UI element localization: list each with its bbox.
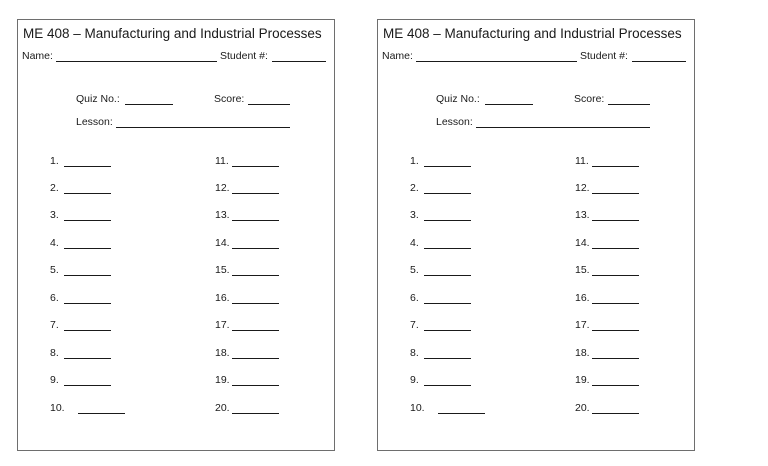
- answer-item-19: [215, 374, 285, 388]
- answer-number: 14.: [215, 237, 230, 249]
- answer-blank[interactable]: [232, 193, 279, 194]
- answer-item-13: [215, 209, 285, 223]
- answer-item-9: [50, 374, 120, 388]
- answer-number: 12.: [215, 182, 230, 194]
- answer-blank[interactable]: [424, 275, 471, 276]
- answer-blank[interactable]: [424, 330, 471, 331]
- answer-item-7: [410, 319, 480, 333]
- answer-blank[interactable]: [424, 193, 471, 194]
- name-row: [22, 50, 328, 64]
- lesson-blank[interactable]: [116, 127, 290, 128]
- score-blank[interactable]: [608, 104, 650, 105]
- answer-number: 20.: [215, 402, 230, 414]
- answer-blank[interactable]: [232, 385, 279, 386]
- quiz-sheet-right: [377, 19, 695, 451]
- quiz-sheet-left: [17, 19, 335, 451]
- answer-blank[interactable]: [232, 275, 279, 276]
- lesson-row: [436, 116, 676, 130]
- answer-item-3: [410, 209, 480, 223]
- name-blank[interactable]: [416, 61, 577, 62]
- answer-blank[interactable]: [64, 166, 111, 167]
- answer-number: 8.: [410, 347, 419, 359]
- student-number-label: Student #:: [220, 50, 268, 62]
- answer-item-13: [575, 209, 645, 223]
- quiz-score-row: [436, 93, 676, 107]
- answer-item-4: [410, 237, 480, 251]
- answer-item-17: [575, 319, 645, 333]
- lesson-label: Lesson:: [76, 116, 113, 128]
- answer-number: 11.: [575, 155, 589, 167]
- answer-blank[interactable]: [232, 303, 279, 304]
- name-blank[interactable]: [56, 61, 217, 62]
- answer-number: 17.: [215, 319, 230, 331]
- answer-blank[interactable]: [592, 385, 639, 386]
- answer-number: 2.: [50, 182, 59, 194]
- lesson-blank[interactable]: [476, 127, 650, 128]
- quiz-number-blank[interactable]: [125, 104, 173, 105]
- answer-number: 1.: [50, 155, 59, 167]
- answer-blank[interactable]: [592, 193, 639, 194]
- answer-item-10: [50, 402, 130, 416]
- answer-item-12: [215, 182, 285, 196]
- answer-item-7: [50, 319, 120, 333]
- answer-item-16: [575, 292, 645, 306]
- answer-number: 16.: [575, 292, 590, 304]
- answer-blank[interactable]: [424, 220, 471, 221]
- answer-item-6: [50, 292, 120, 306]
- answer-number: 15.: [575, 264, 590, 276]
- quiz-number-label: Quiz No.:: [436, 93, 480, 105]
- answer-blank[interactable]: [64, 275, 111, 276]
- sheet-title: ME 408 – Manufacturing and Industrial Processes: [383, 26, 682, 41]
- answer-item-14: [575, 237, 645, 251]
- answer-item-14: [215, 237, 285, 251]
- name-label: Name:: [382, 50, 413, 62]
- name-label: Name:: [22, 50, 53, 62]
- answer-number: 19.: [215, 374, 230, 386]
- answer-number: 7.: [50, 319, 59, 331]
- answer-item-18: [215, 347, 285, 361]
- answer-number: 4.: [410, 237, 419, 249]
- answer-number: 6.: [410, 292, 419, 304]
- answer-blank[interactable]: [438, 413, 485, 414]
- answer-blank[interactable]: [592, 220, 639, 221]
- answer-number: 15.: [215, 264, 230, 276]
- answer-blank[interactable]: [592, 358, 639, 359]
- answer-item-2: [410, 182, 480, 196]
- answer-number: 2.: [410, 182, 419, 194]
- answer-number: 8.: [50, 347, 59, 359]
- answer-number: 3.: [50, 209, 59, 221]
- answer-item-11: [575, 155, 645, 169]
- answer-blank[interactable]: [78, 413, 125, 414]
- answer-item-6: [410, 292, 480, 306]
- answer-blank[interactable]: [64, 193, 111, 194]
- answer-blank[interactable]: [592, 303, 639, 304]
- answer-item-1: [50, 155, 120, 169]
- answer-item-17: [215, 319, 285, 333]
- answer-blank[interactable]: [424, 303, 471, 304]
- answer-number: 9.: [50, 374, 59, 386]
- answer-number: 19.: [575, 374, 590, 386]
- answer-blank[interactable]: [232, 248, 279, 249]
- answer-number: 5.: [410, 264, 419, 276]
- answer-item-1: [410, 155, 480, 169]
- answer-item-8: [410, 347, 480, 361]
- answer-number: 12.: [575, 182, 590, 194]
- answer-item-11: [215, 155, 285, 169]
- answer-item-15: [215, 264, 285, 278]
- answer-blank[interactable]: [592, 275, 639, 276]
- answer-number: 10.: [50, 402, 65, 414]
- answer-blank[interactable]: [592, 248, 639, 249]
- answer-item-19: [575, 374, 645, 388]
- answer-blank[interactable]: [424, 358, 471, 359]
- score-blank[interactable]: [248, 104, 290, 105]
- answer-item-12: [575, 182, 645, 196]
- lesson-label: Lesson:: [436, 116, 473, 128]
- answer-number: 11.: [215, 155, 229, 167]
- quiz-score-row: [76, 93, 316, 107]
- answer-blank[interactable]: [232, 358, 279, 359]
- answer-blank[interactable]: [64, 248, 111, 249]
- answer-item-8: [50, 347, 120, 361]
- score-label: Score:: [574, 93, 605, 105]
- answer-blank[interactable]: [64, 358, 111, 359]
- answer-number: 14.: [575, 237, 590, 249]
- answer-number: 4.: [50, 237, 59, 249]
- answer-number: 3.: [410, 209, 419, 221]
- score-label: Score:: [214, 93, 245, 105]
- answer-item-4: [50, 237, 120, 251]
- answer-number: 1.: [410, 155, 419, 167]
- quiz-number-label: Quiz No.:: [76, 93, 120, 105]
- answer-item-18: [575, 347, 645, 361]
- answer-item-10: [410, 402, 490, 416]
- answer-blank[interactable]: [424, 248, 471, 249]
- answer-number: 20.: [575, 402, 590, 414]
- answer-item-5: [410, 264, 480, 278]
- answer-item-5: [50, 264, 120, 278]
- answer-blank[interactable]: [592, 330, 639, 331]
- student-number-blank[interactable]: [272, 61, 326, 62]
- answer-item-3: [50, 209, 120, 223]
- answer-item-16: [215, 292, 285, 306]
- answer-blank[interactable]: [424, 166, 471, 167]
- answer-item-20: [575, 402, 645, 416]
- answer-blank[interactable]: [424, 385, 471, 386]
- answer-number: 5.: [50, 264, 59, 276]
- answer-number: 16.: [215, 292, 230, 304]
- student-number-label: Student #:: [580, 50, 628, 62]
- answer-number: 9.: [410, 374, 419, 386]
- answer-blank[interactable]: [64, 330, 111, 331]
- answer-number: 6.: [50, 292, 59, 304]
- answer-item-9: [410, 374, 480, 388]
- answer-item-15: [575, 264, 645, 278]
- answer-blank[interactable]: [64, 385, 111, 386]
- answer-number: 7.: [410, 319, 419, 331]
- lesson-row: [76, 116, 316, 130]
- answer-blank[interactable]: [592, 166, 639, 167]
- answer-blank[interactable]: [64, 220, 111, 221]
- sheet-title: ME 408 – Manufacturing and Industrial Processes: [23, 26, 322, 41]
- student-number-blank[interactable]: [632, 61, 686, 62]
- answer-blank[interactable]: [232, 413, 279, 414]
- answer-item-2: [50, 182, 120, 196]
- answer-blank[interactable]: [232, 220, 279, 221]
- answer-blank[interactable]: [64, 303, 111, 304]
- answer-number: 18.: [215, 347, 230, 359]
- answer-item-20: [215, 402, 285, 416]
- answer-blank[interactable]: [232, 166, 279, 167]
- answer-number: 13.: [575, 209, 590, 221]
- answer-blank[interactable]: [232, 330, 279, 331]
- name-row: [382, 50, 688, 64]
- answer-blank[interactable]: [592, 413, 639, 414]
- answer-number: 17.: [575, 319, 590, 331]
- quiz-number-blank[interactable]: [485, 104, 533, 105]
- answer-number: 18.: [575, 347, 590, 359]
- answer-number: 10.: [410, 402, 425, 414]
- answer-number: 13.: [215, 209, 230, 221]
